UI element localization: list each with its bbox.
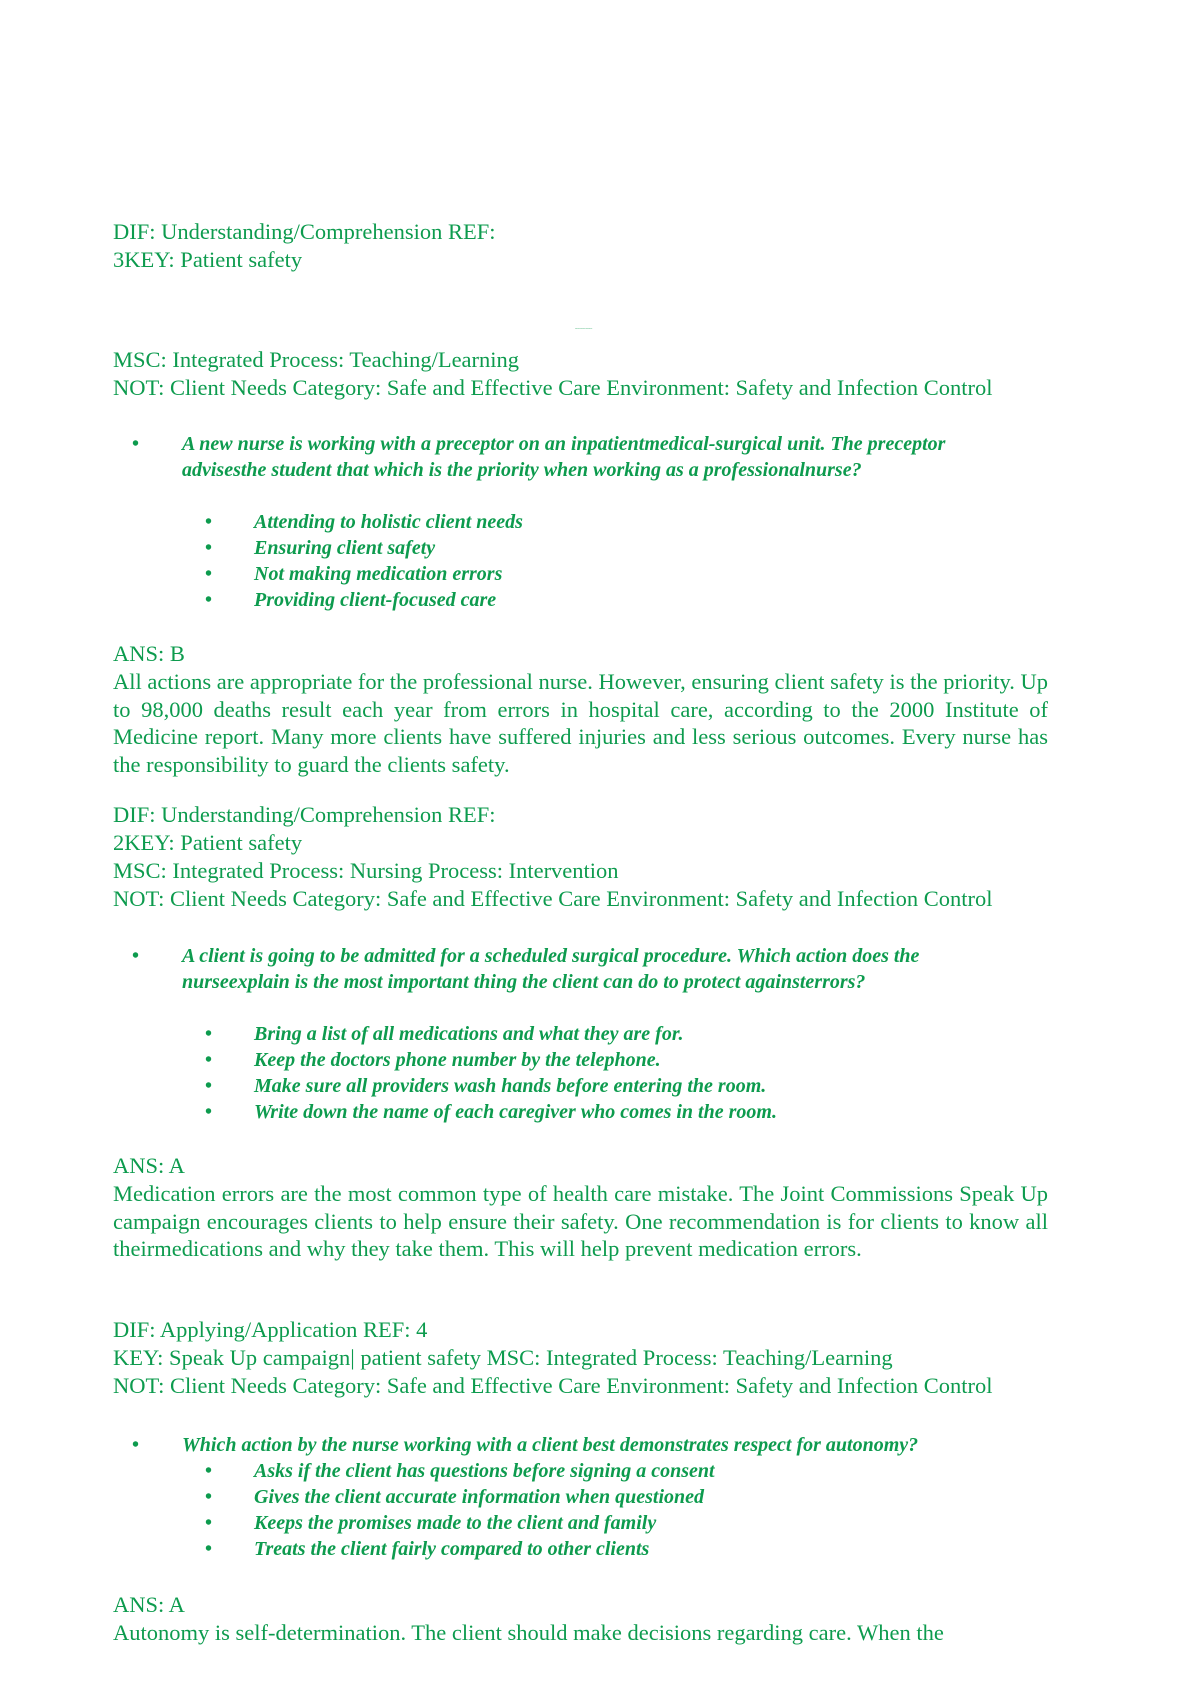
option-b: Keep the doctors phone number by the telephone.	[254, 1049, 661, 1071]
rationale-paragraph: Autonomy is self-determination. The client should make decisions regarding care. When the	[113, 1620, 944, 1645]
option-bullet: •	[205, 1460, 213, 1482]
option-bullet: •	[205, 1023, 213, 1045]
answer-line: ANS: A	[113, 1153, 185, 1178]
question-bullet: •	[132, 433, 140, 455]
dif-line: DIF: Understanding/Comprehension REF:	[113, 219, 496, 244]
option-d: Treats the client fairly compared to other clients	[254, 1538, 650, 1560]
option-bullet: •	[205, 589, 213, 611]
answer-line: ANS: A	[113, 1592, 185, 1617]
question-stem: A client is going to be admitted for a scheduled surgical procedure. Which action does the nurseexplain is the most important thing the client can do to protect againsterrors?	[182, 945, 920, 993]
msc-line: MSC: Integrated Process: Teaching/Learning	[113, 347, 520, 372]
msc-line: MSC: Integrated Process: Nursing Process: Intervention	[113, 858, 619, 883]
dif-line: DIF: Understanding/Comprehension REF:	[113, 802, 496, 827]
not-line: NOT: Client Needs Category: Safe and Effective Care Environment: Safety and Infection Control	[113, 886, 993, 911]
option-d: Providing client-focused care	[254, 589, 497, 611]
watermark-mark: ~~~~~~~~	[575, 326, 593, 331]
dif-line: DIF: Applying/Application REF: 4	[113, 1317, 428, 1342]
option-b: Gives the client accurate information when questioned	[254, 1486, 705, 1508]
option-d: Write down the name of each caregiver who comes in the room.	[254, 1101, 777, 1123]
key-line: KEY: Speak Up campaign| patient safety MSC: Integrated Process: Teaching/Learning	[113, 1345, 893, 1370]
option-c: Make sure all providers wash hands before entering the room.	[254, 1075, 767, 1097]
rationale-paragraph: Medication errors are the most common type of health care mistake. The Joint Commissions Speak Up campaign encourages clients to help ensure their safety. One recommendation is for clients to know all theirmedications and why they take them. This will help prevent medication errors.	[113, 1181, 1048, 1262]
option-bullet: •	[205, 1049, 213, 1071]
option-bullet: •	[205, 1075, 213, 1097]
option-bullet: •	[205, 1538, 213, 1560]
option-bullet: •	[205, 1486, 213, 1508]
option-bullet: •	[205, 511, 213, 533]
question-bullet: •	[132, 945, 140, 967]
question-stem: A new nurse is working with a preceptor on an inpatientmedical-surgical unit. The preceptor advisesthe student that which is the priority when working as a professionalnurse?	[182, 433, 946, 481]
option-a: Attending to holistic client needs	[254, 511, 523, 533]
option-bullet: •	[205, 537, 213, 559]
option-c: Not making medication errors	[254, 563, 503, 585]
option-a: Asks if the client has questions before signing a consent	[254, 1460, 715, 1482]
rationale-paragraph: All actions are appropriate for the professional nurse. However, ensuring client safety is the priority. Up to 98,000 deaths result each year from errors in hospital care, according to the 2000 Institute of Medicine report. Many more clients have suffered injuries and less serious outcomes. Every nurse has the responsibility to guard the clients safety.	[113, 669, 1048, 777]
option-c: Keeps the promises made to the client and family	[254, 1512, 657, 1534]
answer-line: ANS: B	[113, 641, 185, 666]
option-bullet: •	[205, 1101, 213, 1123]
option-bullet: •	[205, 563, 213, 585]
key-line: 3KEY: Patient safety	[113, 247, 303, 272]
option-a: Bring a list of all medications and what they are for.	[254, 1023, 684, 1045]
key-line: 2KEY: Patient safety	[113, 830, 303, 855]
option-b: Ensuring client safety	[254, 537, 436, 559]
option-bullet: •	[205, 1512, 213, 1534]
question-bullet: •	[132, 1434, 140, 1456]
not-line: NOT: Client Needs Category: Safe and Effective Care Environment: Safety and Infection Control	[113, 1373, 993, 1398]
not-line: NOT: Client Needs Category: Safe and Effective Care Environment: Safety and Infection Control	[113, 375, 993, 400]
question-stem: Which action by the nurse working with a client best demonstrates respect for autonomy?	[182, 1434, 919, 1456]
